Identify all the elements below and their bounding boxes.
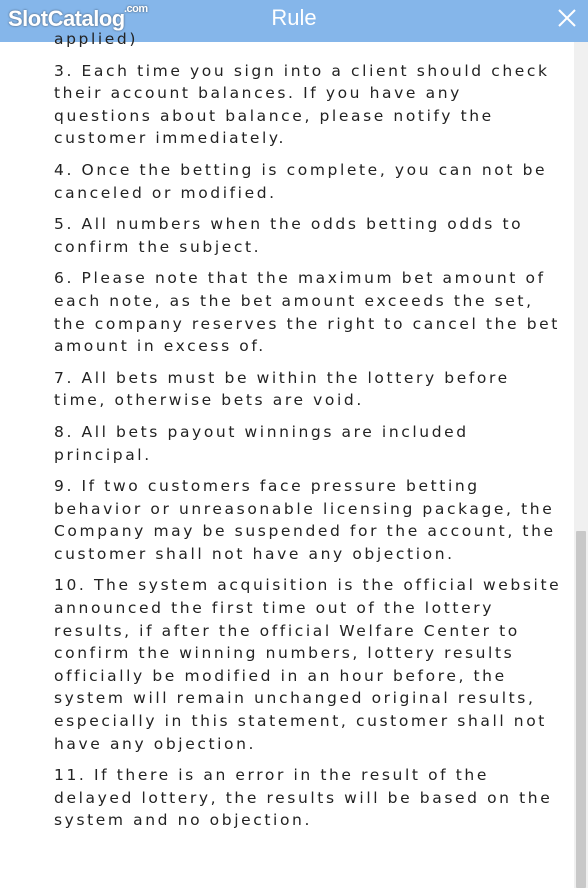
close-icon xyxy=(556,7,578,29)
rules-list xyxy=(54,28,566,841)
scrollbar-thumb[interactable] xyxy=(576,531,586,888)
rule-item-7: 7. All bets must be within the lottery before time, otherwise bets are void. xyxy=(54,368,510,410)
rule-item-4: 4. Once the betting is complete, you can not be canceled or modified. xyxy=(54,160,548,202)
rule-item-10: 10. The system acquisition is the official website announced the first time out of the lottery results, if after the official Welfare Center to confirm the winning numbers, lottery results officially be modified in an hour before, the system will remain unchanged original results, especially in this statement, customer shall not have any objection. xyxy=(54,576,562,753)
watermark-text-catalog: Catalog xyxy=(47,6,125,31)
vertical-scrollbar[interactable] xyxy=(574,42,588,888)
close-button[interactable] xyxy=(556,7,578,29)
watermark-suffix: .com xyxy=(124,3,148,15)
rule-item-3: 3. Each time you sign into a client should check their account balances. If you have any questions about balance, please notify the customer immediately. xyxy=(54,61,550,148)
rule-fragment: applied) xyxy=(54,30,139,48)
watermark-text-slot: Slot xyxy=(8,6,48,31)
rule-item-11: 11. If there is an error in the result of the delayed lottery, the results will be based on the system and no objection. xyxy=(54,766,553,830)
rule-item-9: 9. If two customers face pressure betting behavior or unreasonable licensing package, the Company may be suspended for the account, the customer shall not have any objection. xyxy=(54,477,556,563)
dialog-title: Rule xyxy=(271,5,317,30)
rule-item-6: 6. Please note that the maximum bet amount of each note, as the bet amount exceeds the set, the company reserves the right to cancel the bet amount in excess of. xyxy=(54,269,560,356)
rules-content xyxy=(0,30,574,888)
rule-item-8: 8. All bets payout winnings are included principal. xyxy=(54,422,469,464)
rule-item-5: 5. All numbers when the odds betting odds to confirm the subject. xyxy=(54,215,524,256)
